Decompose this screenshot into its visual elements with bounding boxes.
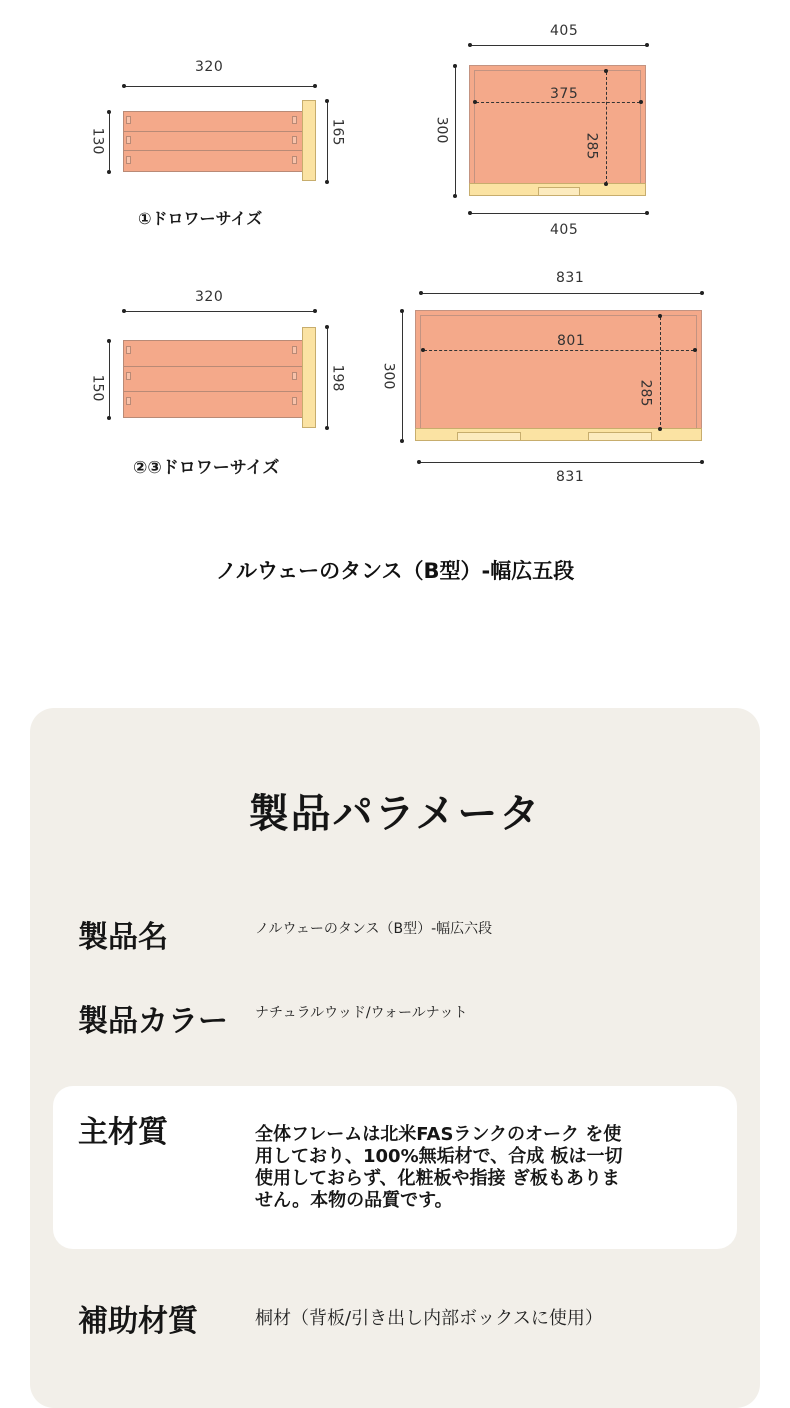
param-name-label: 製品名 [78, 920, 168, 955]
param-color-label: 製品カラー [78, 1004, 228, 1039]
drawer1-width-line [124, 86, 315, 87]
drawer23-body [123, 340, 303, 418]
param-sub-material-label: 補助材質 [78, 1304, 198, 1339]
param-material-label: 主材質 [78, 1115, 168, 1150]
param-color-value: ナチュラルウッド/ウォールナット [255, 1005, 468, 1021]
param-material-value: 全体フレームは北米FASランクのオーク を使用しており、100%無垢材で、合成 板は一切使用しておらず、化粧板や指接 ぎ板もありません。本物の品質です。 [255, 1124, 623, 1211]
drawer23-caption: ②③ドロワーサイズ [133, 458, 280, 478]
drawer1-depth-label: 300 [433, 116, 450, 144]
drawer23-inner-depth-label: 285 [637, 379, 654, 407]
drawer1-front-height-label: 165 [329, 118, 346, 146]
drawer23-front-height-label: 198 [329, 364, 346, 392]
drawer23-bottom-width-label: 831 [556, 469, 585, 485]
drawer1-top-width-label: 405 [550, 23, 579, 39]
params-title: 製品パラメータ [248, 791, 542, 837]
drawer1-bottom-width-label: 405 [550, 222, 579, 238]
drawer23-height-label: 150 [89, 374, 106, 402]
drawer1-height-label: 130 [89, 127, 106, 155]
drawer1-width-label: 320 [195, 59, 224, 75]
drawer1-body [123, 111, 303, 172]
drawer23-top-width-label: 831 [556, 270, 585, 286]
drawer1-front [302, 100, 316, 181]
drawer23-width-label: 320 [195, 289, 224, 305]
drawer23-front [302, 327, 316, 428]
drawer1-inner-depth-label: 285 [583, 132, 600, 160]
param-name-value: ノルウェーのタンス（B型）-幅広六段 [255, 921, 493, 937]
drawer23-inner-width-label: 801 [557, 333, 586, 349]
drawer1-caption: ①ドロワーサイズ [138, 209, 263, 228]
drawer1-inner-width-label: 375 [550, 86, 579, 102]
param-sub-material-value: 桐材（背板/引き出し内部ボックスに使用） [255, 1308, 603, 1329]
drawer23-depth-label: 300 [380, 362, 397, 390]
product-subtitle: ノルウェーのタンス（B型）-幅広五段 [215, 559, 575, 583]
